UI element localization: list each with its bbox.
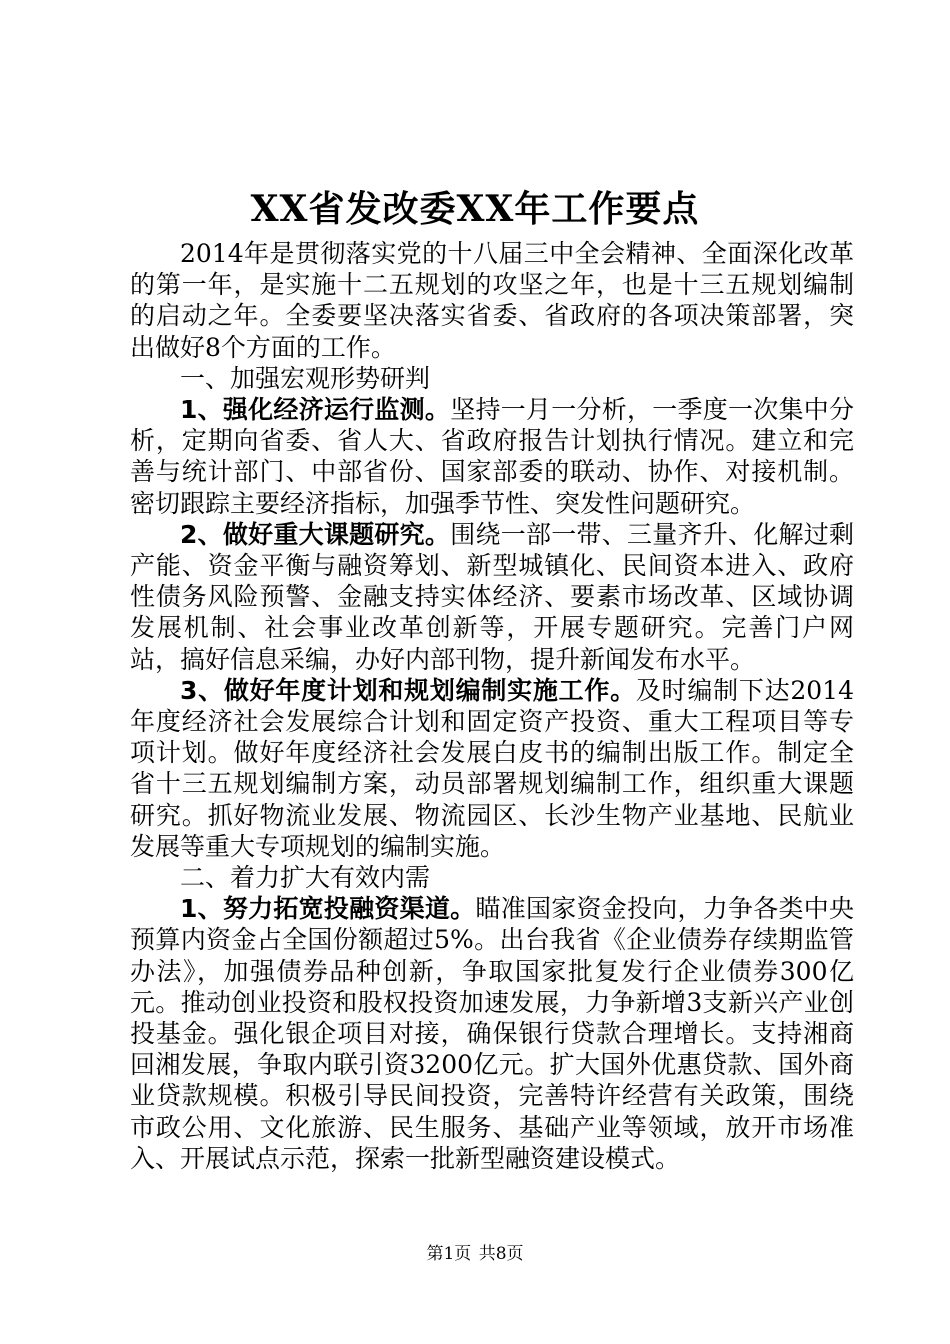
item-lead: 3、做好年度计划和规划编制实施工作。 [180,675,636,705]
document-title: XX省发改委XX年工作要点 [250,188,700,230]
section-heading-1: 一、加强宏观形势研判 [180,363,431,393]
item-text: 及时编制下达2014年度经济社会发展综合计划和固定资产投资、重大工程项目等专项计划。做好年度经济社会发展白皮书的编制出版工作。制定全省十三五规划编制方案，动员部署规划编制工作，组织重大课题研究。抓好物流业发展、物流园区、长沙生物产业基地、民航业发展等重大专项规划的编制实施。 [130,675,854,861]
item-text: 坚持一月一分析，一季度一次集中分析，定期向省委、省人大、省政府报告计划执行情况。建立和完善与统计部门、中部省份、国家部委的联动、协作、对接机制。密切跟踪主要经济指标，加强季节性、突发性问题研究。 [130,395,854,518]
page-total: 共8页 [478,1244,524,1264]
section2-item-1 [130,893,854,1174]
item-lead: 1、努力拓宽投融资渠道。 [180,894,476,924]
item-lead: 2、做好重大课题研究。 [180,519,451,549]
section-heading-2: 二、着力扩大有效内需 [180,863,431,893]
item-text: 围绕一部一带、三量齐升、化解过剩产能、资金平衡与融资筹划、新型城镇化、民间资本进入、政府性债务风险预警、金融支持实体经济、要素市场改革、区域协调发展机制、社会事业改革创新等，开展专题研究。完善门户网站，搞好信息采编，办好内部刊物，提升新闻发布水平。 [130,519,854,674]
intro-paragraph: 2014年是贯彻落实党的十八届三中全会精神、全面深化改革的第一年，是实施十二五规划的攻坚之年，也是十三五规划编制的启动之年。全委要坚决落实省委、省政府的各项决策部署，突出做好8个方面的工作。 [130,239,854,362]
page-number: 第1页 [426,1244,472,1264]
section1-item-1 [130,394,854,519]
section1-item-3 [130,675,854,862]
section1-item-2 [130,519,854,675]
document-body [130,238,854,1174]
page-footer [0,1243,950,1265]
item-lead: 1、强化经济运行监测。 [180,395,451,425]
item-text: 瞄准国家资金投向，力争各类中央预算内资金占全国份额超过5%。出台我省《企业债券存续期监管办法》，加强债券品种创新，争取国家批复发行企业债券300亿元。推动创业投资和股权投资加速发展，力争新增3支新兴产业创投基金。强化银企项目对接，确保银行贷款合理增长。支持湘商回湘发展，争取内联引资3200亿元。扩大国外优惠贷款、国外商业贷款规模。积极引导民间投资，完善特许经营有关政策，围绕市政公用、文化旅游、民生服务、基础产业等领域，放开市场准入、开展试点示范，探索一批新型融资建设模式。 [130,894,854,1173]
